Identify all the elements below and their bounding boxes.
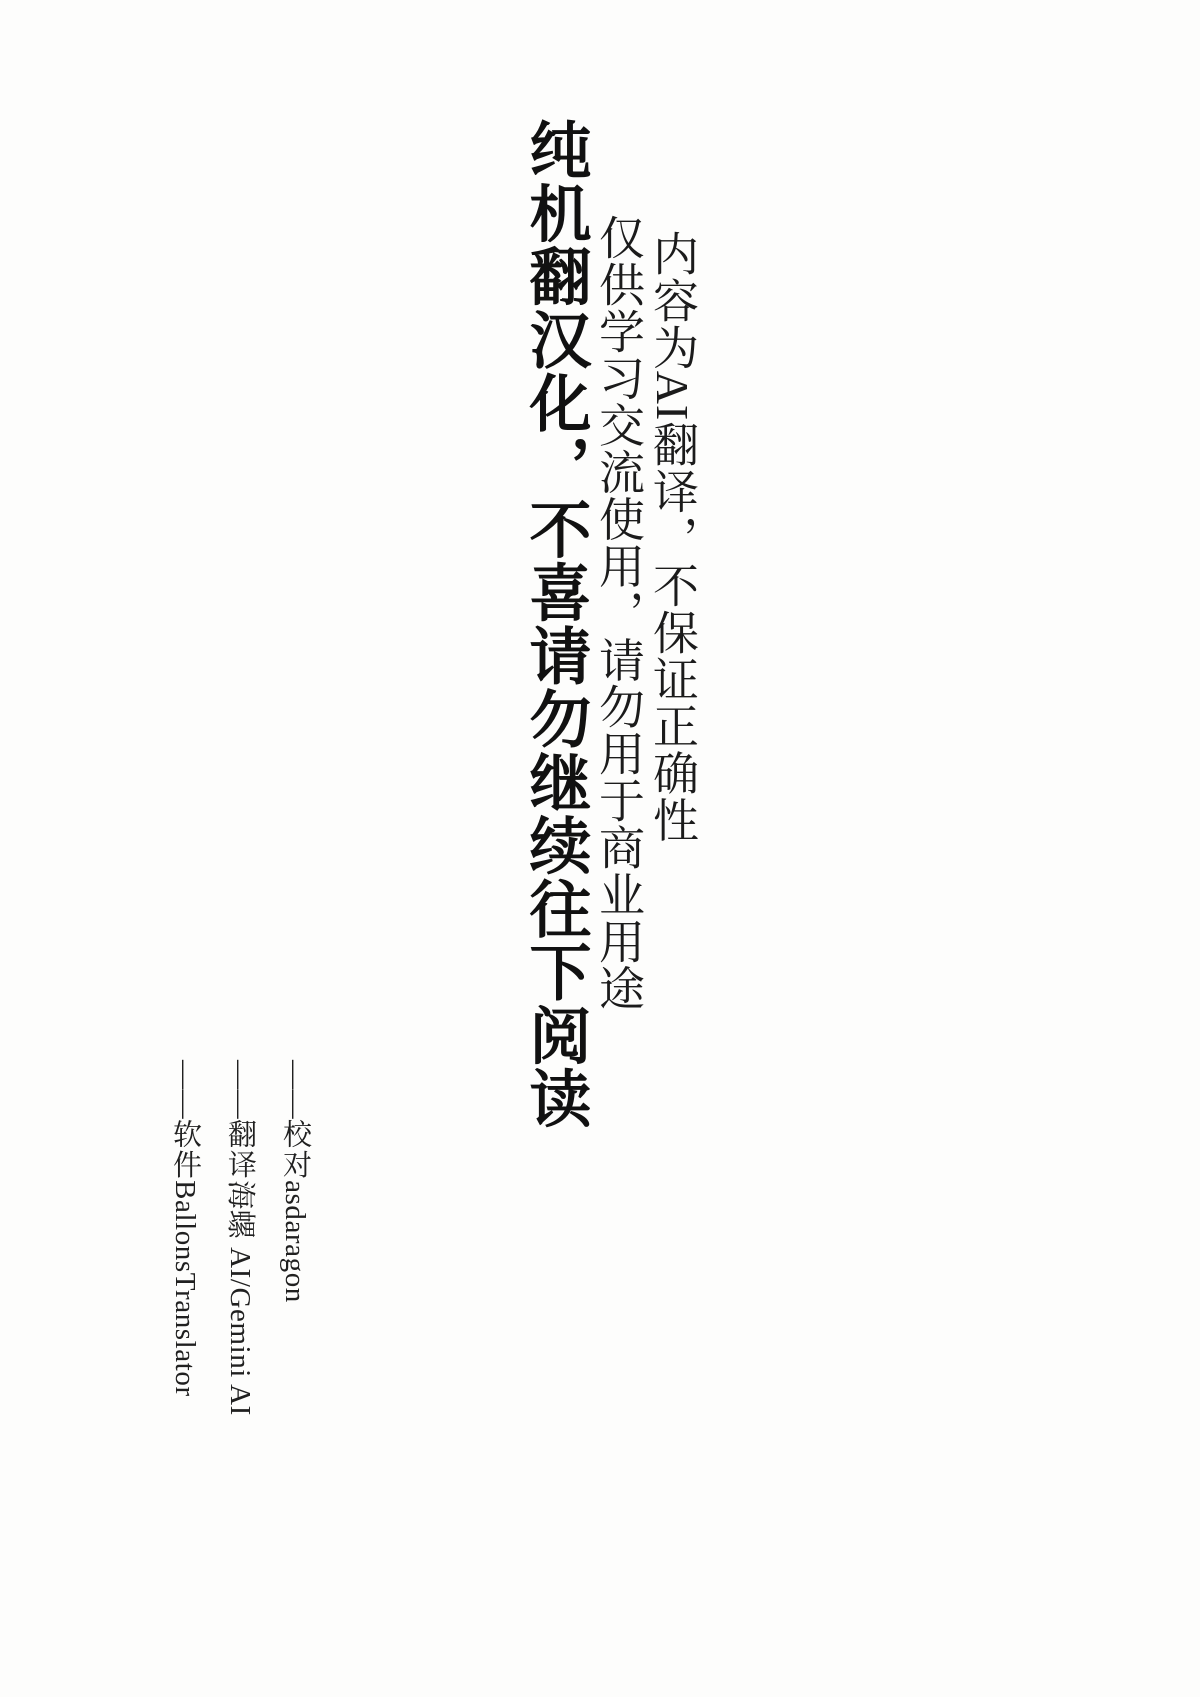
credit-translation-label: 翻译 xyxy=(224,1119,256,1181)
credits-block xyxy=(0,1060,1200,1480)
credit-proofreading-value: asdaragon xyxy=(279,1180,311,1303)
credit-translation-dash: —— xyxy=(224,1060,256,1120)
credit-proofreading xyxy=(280,1060,309,1303)
credit-software-label: 软件 xyxy=(169,1119,201,1181)
disclaimer-line-3 xyxy=(647,230,698,844)
disclaimer-block xyxy=(0,118,1200,1130)
disclaimer-line-3-part-c: 翻译，不保证正确性 xyxy=(647,421,698,844)
credit-translation-value: 海螺 AI/Gemini AI xyxy=(224,1180,256,1416)
credit-software-value: BallonsTranslator xyxy=(169,1180,201,1397)
credit-proofreading-label: 校对 xyxy=(279,1119,311,1181)
disclaimer-line-2: 仅供学习交流使用，请勿用于商业用途 xyxy=(593,214,644,1012)
credit-software-dash: —— xyxy=(169,1060,201,1120)
disclaimer-line-3-ai-label: AI xyxy=(647,370,698,422)
credit-translation xyxy=(225,1060,254,1416)
disclaimer-line-3-part-a: 内容为 xyxy=(647,230,698,371)
credit-proofreading-dash: —— xyxy=(279,1060,311,1120)
credit-software xyxy=(170,1060,199,1397)
disclaimer-line-1: 纯机翻汉化，不喜请勿继续往下阅读 xyxy=(520,118,588,1130)
